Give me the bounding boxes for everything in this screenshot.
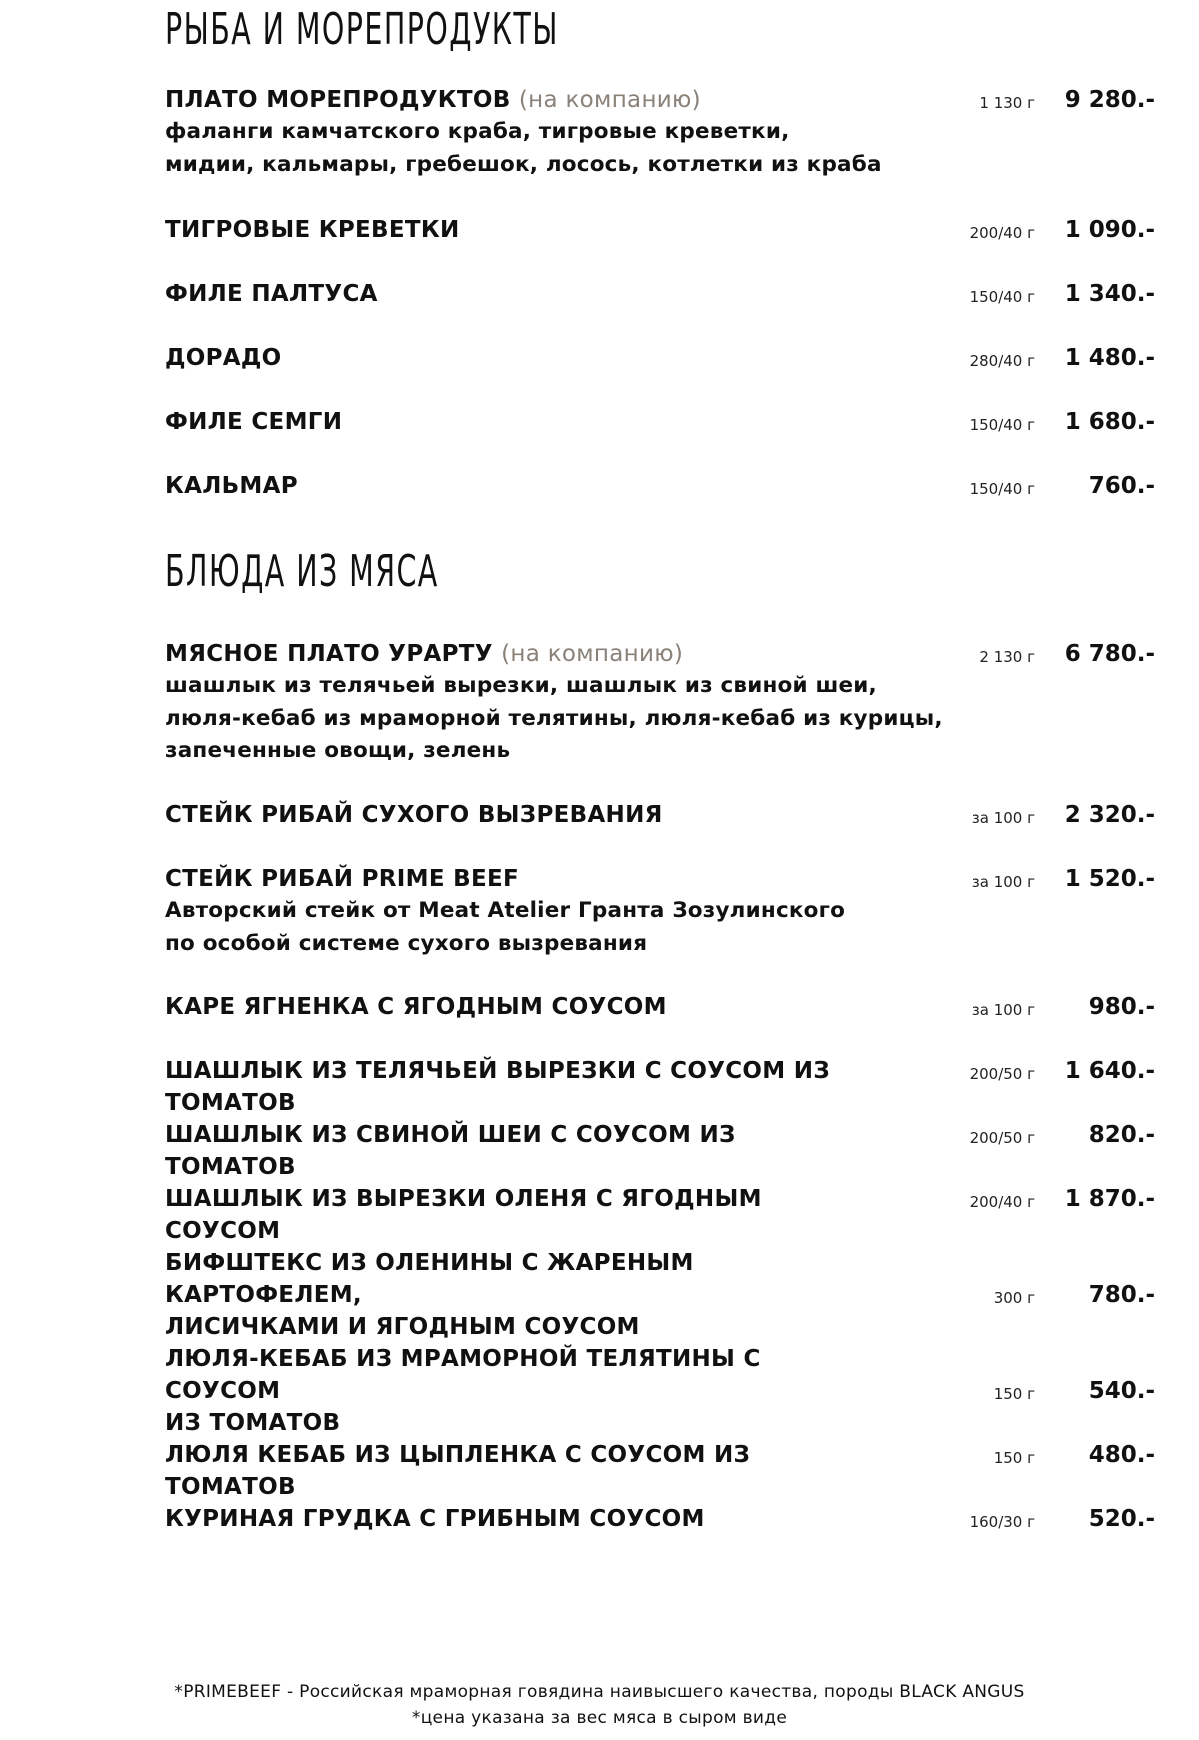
item-price: 1 340.- bbox=[1064, 281, 1155, 307]
footnote-raw-weight: *цена указана за вес мяса в сыром виде bbox=[411, 1708, 788, 1728]
menu-item bbox=[165, 342, 1155, 374]
item-name: ЛЮЛЯ КЕБАБ ИЗ ЦЫПЛЕНКА С СОУСОМ ИЗ ТОМАТОВ bbox=[165, 1442, 751, 1500]
section-title-seafood: РЫБА И МОРЕПРОДУКТЫ bbox=[165, 4, 559, 55]
item-name: ШАШЛЫК ИЗ СВИНОЙ ШЕИ С СОУСОМ ИЗ ТОМАТОВ bbox=[165, 1122, 736, 1180]
item-name: СТЕЙК РИБАЙ СУХОГО ВЫЗРЕВАНИЯ bbox=[165, 802, 663, 828]
menu-item bbox=[165, 1247, 1155, 1343]
menu-item bbox=[165, 638, 1155, 768]
item-weight: 150 г bbox=[993, 1449, 1035, 1467]
item-price: 820.- bbox=[1088, 1122, 1155, 1148]
menu-item bbox=[165, 278, 1155, 310]
item-description: по особой системе сухого вызревания bbox=[165, 930, 648, 956]
item-price: 9 280.- bbox=[1064, 87, 1155, 113]
item-weight: за 100 г bbox=[971, 873, 1035, 891]
menu-item bbox=[165, 1503, 1155, 1535]
menu-item bbox=[165, 991, 1155, 1023]
item-price: 480.- bbox=[1088, 1442, 1155, 1468]
item-name: МЯСНОЕ ПЛАТО УРАРТУ bbox=[165, 641, 493, 667]
item-weight: 150/40 г bbox=[969, 416, 1035, 434]
item-weight: 200/40 г bbox=[969, 1193, 1035, 1211]
item-weight: 200/50 г bbox=[969, 1129, 1035, 1147]
item-description: запеченные овощи, зелень bbox=[165, 738, 511, 763]
item-price: 520.- bbox=[1088, 1506, 1155, 1532]
item-name: ФИЛЕ ПАЛТУСА bbox=[165, 281, 378, 307]
item-price: 1 640.- bbox=[1064, 1058, 1155, 1084]
item-name: КУРИНАЯ ГРУДКА С ГРИБНЫМ СОУСОМ bbox=[165, 1506, 705, 1532]
item-price: 780.- bbox=[1088, 1282, 1155, 1308]
item-description: мидии, кальмары, гребешок, лосось, котлетки из краба bbox=[165, 151, 882, 177]
item-weight: за 100 г bbox=[971, 1001, 1035, 1019]
item-weight: 300 г bbox=[993, 1289, 1035, 1307]
item-price: 1 520.- bbox=[1064, 866, 1155, 892]
item-name: ШАШЛЫК ИЗ ВЫРЕЗКИ ОЛЕНЯ С ЯГОДНЫМ СОУСОМ bbox=[165, 1186, 762, 1244]
item-weight: 150/40 г bbox=[969, 480, 1035, 498]
item-name: ЛИСИЧКАМИ И ЯГОДНЫМ СОУСОМ bbox=[165, 1314, 640, 1340]
item-name: КАЛЬМАР bbox=[165, 473, 298, 499]
item-weight: 160/30 г bbox=[969, 1513, 1035, 1531]
item-name: ШАШЛЫК ИЗ ТЕЛЯЧЬЕЙ ВЫРЕЗКИ С СОУСОМ ИЗ ТОМАТОВ bbox=[165, 1058, 830, 1116]
item-name: ЛЮЛЯ-КЕБАБ ИЗ МРАМОРНОЙ ТЕЛЯТИНЫ С СОУСОМ bbox=[165, 1346, 761, 1404]
item-name: КАРЕ ЯГНЕНКА С ЯГОДНЫМ СОУСОМ bbox=[165, 994, 667, 1020]
menu-item bbox=[165, 1055, 1155, 1119]
item-price: 980.- bbox=[1088, 994, 1155, 1020]
menu-item bbox=[165, 799, 1155, 831]
footnote-primebeef: *PRIMEBEEF - Российская мраморная говядина наивысшего качества, породы BLACK ANGUS bbox=[174, 1682, 1025, 1702]
item-note: (на компанию) bbox=[501, 641, 684, 667]
item-name: ДОРАДО bbox=[165, 345, 282, 371]
item-weight: 2 130 г bbox=[979, 648, 1035, 666]
item-description: люля-кебаб из мраморной телятины, люля-кебаб из курицы, bbox=[165, 705, 943, 731]
menu-item bbox=[165, 406, 1155, 438]
item-name: СТЕЙК РИБАЙ PRIME BEEF bbox=[165, 866, 520, 892]
menu-item bbox=[165, 1439, 1155, 1503]
item-description: Авторский стейк от Meat Atelier Гранта Зозулинского bbox=[165, 898, 846, 923]
item-price: 540.- bbox=[1088, 1378, 1155, 1404]
item-weight: 1 130 г bbox=[979, 94, 1035, 112]
item-weight: 200/50 г bbox=[969, 1065, 1035, 1083]
item-weight: за 100 г bbox=[971, 809, 1035, 827]
item-name: ПЛАТО МОРЕПРОДУКТОВ bbox=[165, 87, 511, 113]
menu-item bbox=[165, 1119, 1155, 1183]
item-price: 2 320.- bbox=[1064, 802, 1155, 828]
item-price: 6 780.- bbox=[1064, 641, 1155, 667]
item-name: ТИГРОВЫЕ КРЕВЕТКИ bbox=[165, 217, 460, 243]
item-price: 1 090.- bbox=[1064, 217, 1155, 243]
menu-item bbox=[165, 1343, 1155, 1439]
item-weight: 280/40 г bbox=[969, 352, 1035, 370]
item-weight: 200/40 г bbox=[969, 224, 1035, 242]
item-description: шашлык из телячьей вырезки, шашлык из свиной шеи, bbox=[165, 673, 877, 698]
item-price: 1 870.- bbox=[1064, 1186, 1155, 1212]
menu-item bbox=[165, 214, 1155, 246]
item-price: 760.- bbox=[1088, 473, 1155, 499]
item-weight: 150 г bbox=[993, 1385, 1035, 1403]
item-name: ИЗ ТОМАТОВ bbox=[165, 1410, 341, 1436]
item-note: (на компанию) bbox=[518, 87, 701, 113]
item-description: фаланги камчатского краба, тигровые креветки, bbox=[165, 119, 790, 144]
item-weight: 150/40 г bbox=[969, 288, 1035, 306]
item-name: ФИЛЕ СЕМГИ bbox=[165, 409, 343, 435]
menu-item bbox=[165, 470, 1155, 502]
menu-item bbox=[165, 1183, 1155, 1247]
item-name: БИФШТЕКС ИЗ ОЛЕНИНЫ С ЖАРЕНЫМ КАРТОФЕЛЕМ, bbox=[165, 1250, 694, 1308]
menu-item bbox=[165, 84, 1155, 181]
item-price: 1 480.- bbox=[1064, 345, 1155, 371]
menu-item bbox=[165, 863, 1155, 960]
item-price: 1 680.- bbox=[1064, 409, 1155, 435]
section-title-meat: БЛЮДА ИЗ МЯСА bbox=[165, 546, 439, 597]
